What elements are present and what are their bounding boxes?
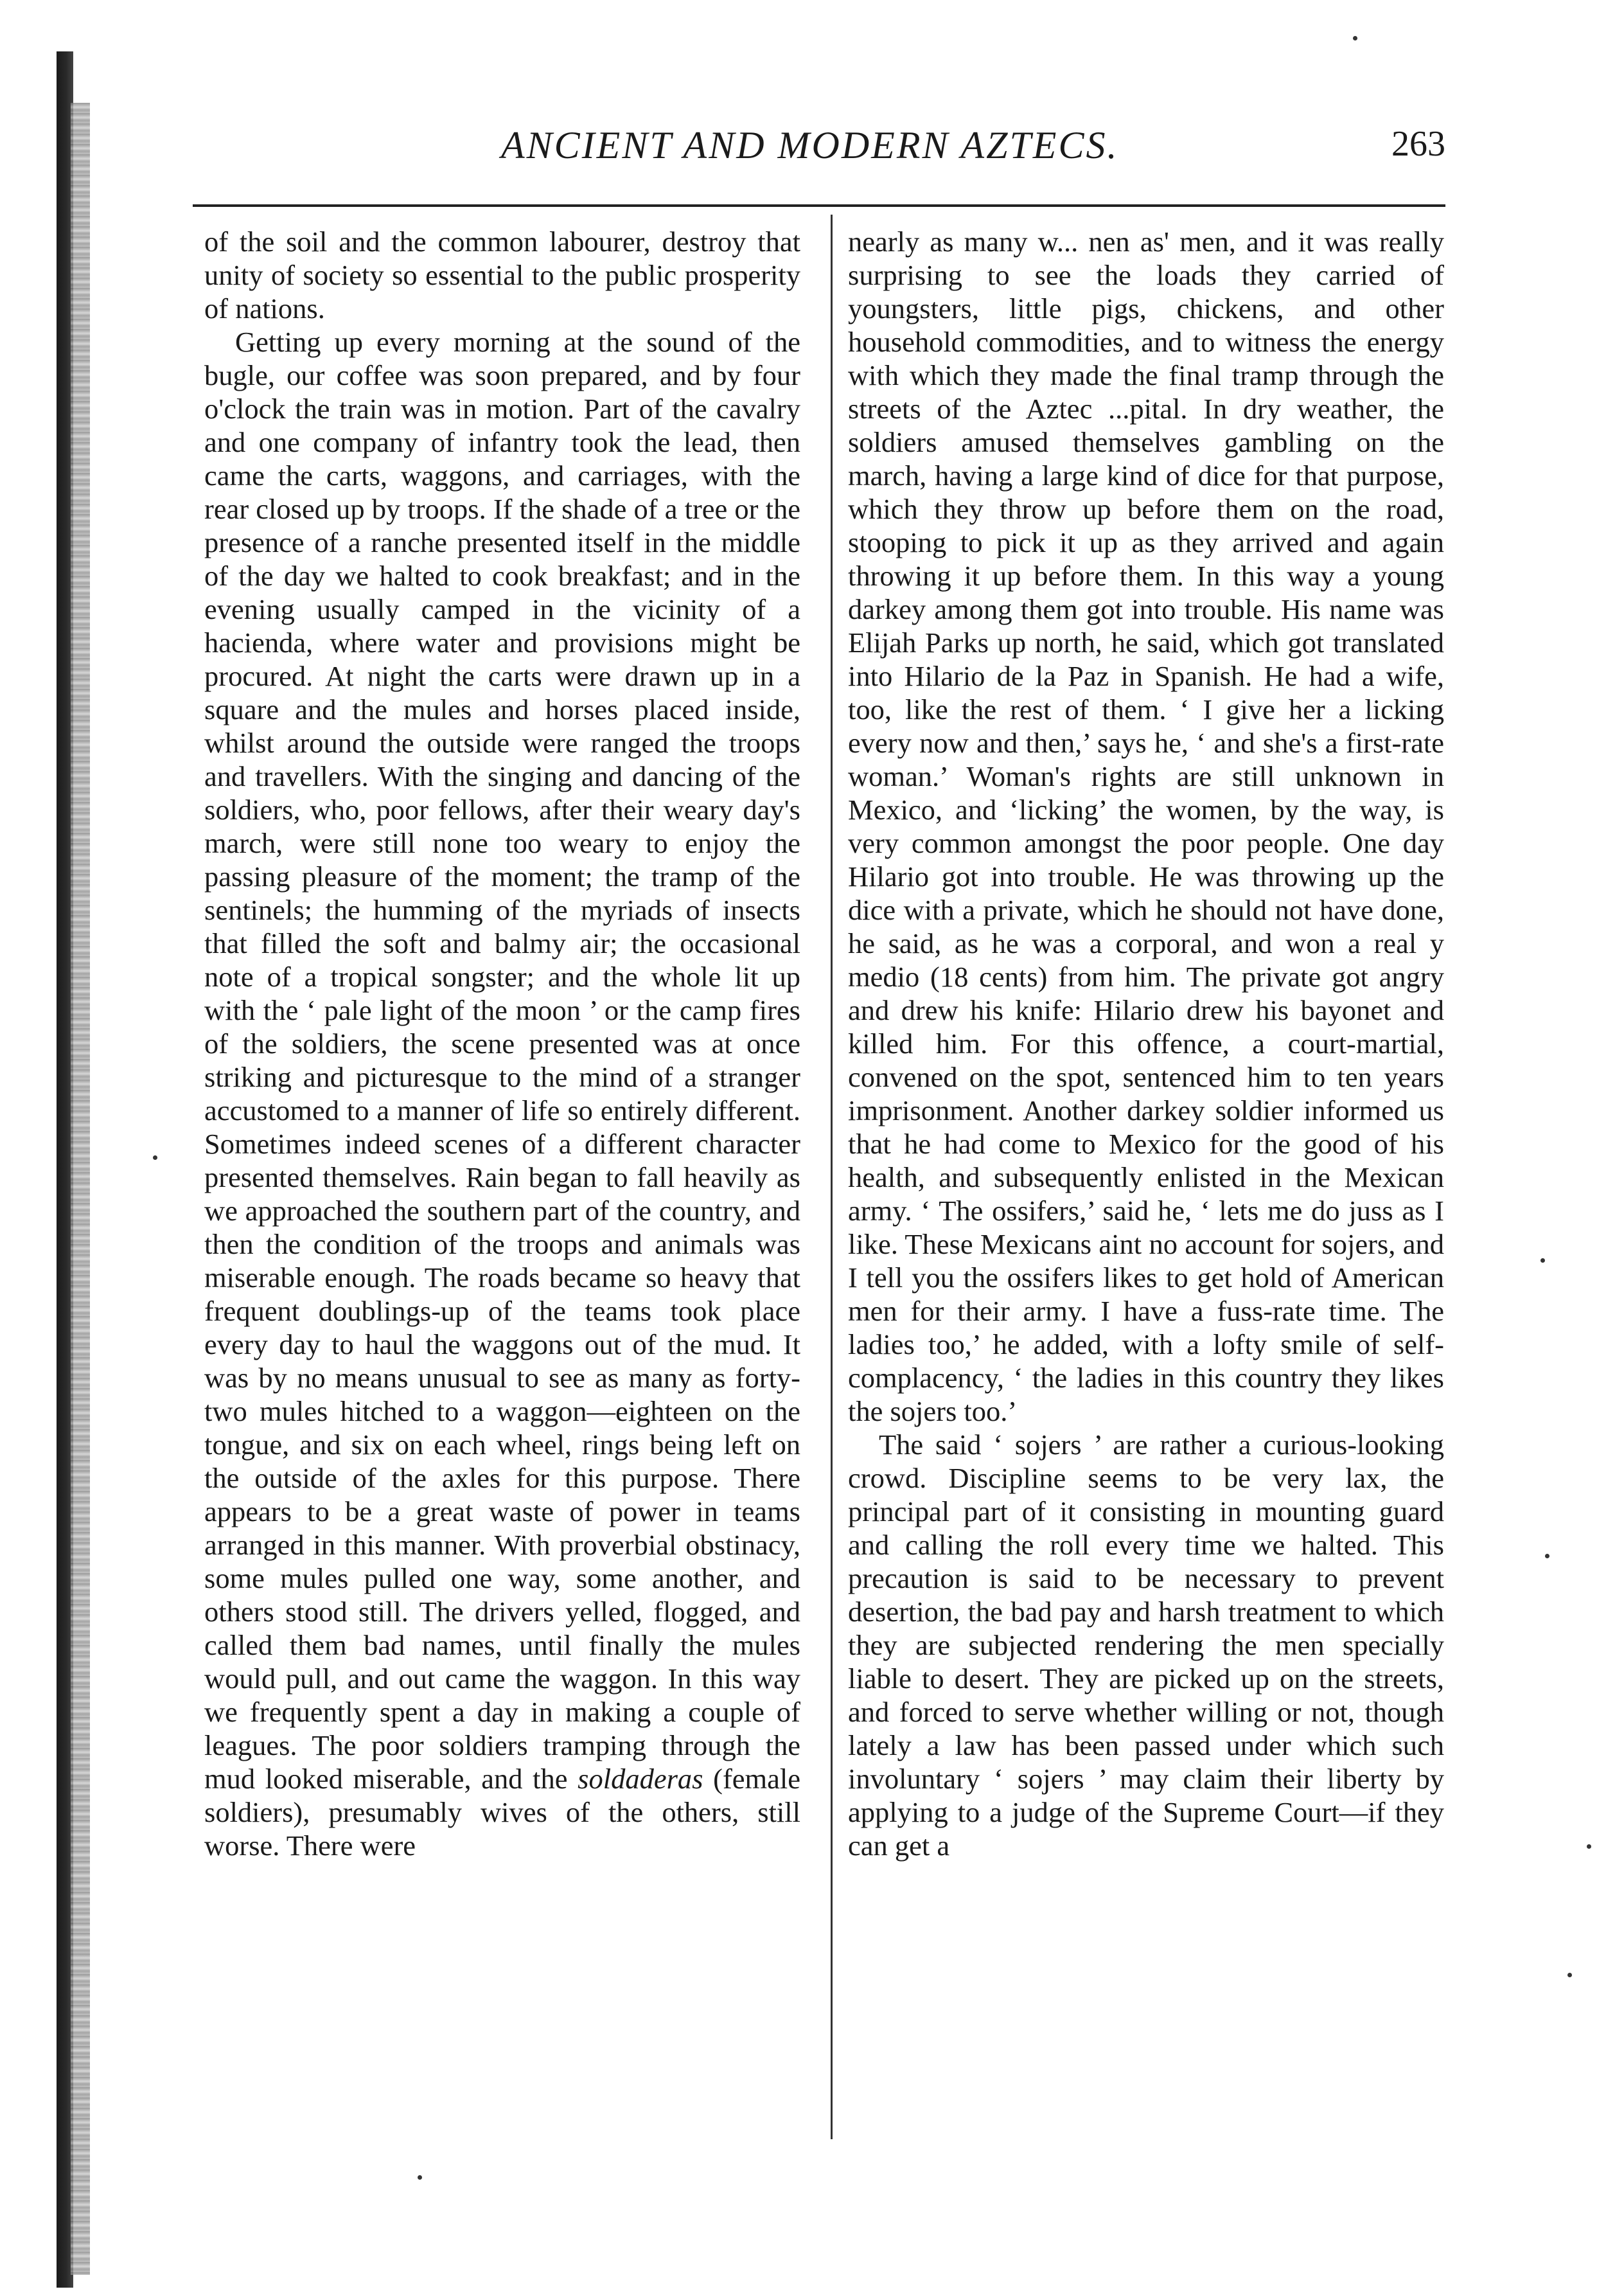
page-number: 263 (1391, 124, 1445, 164)
margin-speck (1567, 1973, 1572, 1977)
margin-speck (1545, 1554, 1549, 1558)
margin-speck (1353, 36, 1357, 40)
left-paragraph-2 (204, 325, 800, 1862)
left-paragraph-2-text: Getting up every morning at the sound of the bugle, our coffee was soon prepared, and by four o'clock the train was in motion. Part of the cavalry and one company of infantry took the lead, then came the carts, waggons, and carriages, with the rear closed up by troops. If the shade of a tree or the presence of a ranche presented itself in the middle of the day we halted to cook breakfast; and in the evening usually camped in the vicinity of a hacienda, where water and provisions might be procured. At night the carts were drawn up in a square and the mules and horses placed inside, whilst around the outside were ranged the troops and travellers. With the singing and dancing of the soldiers, who, poor fellows, after their weary day's march, were still none too weary to enjoy the passing pleasure of the moment; the tramp of the sentinels; the humming of the myriads of insects that filled the soft and balmy air; the occasional note of a tropical songster; and the whole lit up with the ‘ pale light of the moon ’ or the camp fires of the soldiers, the scene presented was at once striking and picturesque to the mind of a stranger accustomed to a manner of life so entirely different. Sometimes indeed scenes of a different character presented themselves. Rain began to fall heavily as we approached the southern part of the country, and then the condition of the troops and animals was miserable enough. The roads became so heavy that frequent doublings-up of the teams took place every day to haul the waggons out of the mud. It was by no means unusual to see as many as forty-two mules hitched to a waggon—eighteen on the tongue, and six on each wheel, rings being left on the outside of the axles for this purpose. There appears to be a great waste of power in teams arranged in this manner. With proverbial obstinacy, some mules pulled one way, some another, and others stood still. The drivers yelled, flogged, and called them bad names, until finally the mules would pull, and out came the waggon. In this way we frequently spent a day in making a couple of leagues. The poor soldiers tramping through the mud looked miserable, and the (204, 326, 800, 1795)
left-paragraph-1: of the soil and the common labourer, destroy that unity of society so essential to the public prosperity of nations. (204, 226, 800, 325)
margin-speck (1540, 1258, 1545, 1263)
left-column (204, 225, 800, 1862)
right-column (848, 225, 1444, 1862)
column-divider (831, 215, 833, 2139)
right-paragraph-2: The said ‘ sojers ’ are rather a curious-looking crowd. Discipline seems to be very lax, the principal part of it consisting in mounting guard and calling the roll every time we halted. This precaution is said to be necessary to prevent desertion, the bad pay and harsh treatment to which they are subjected rendering the men specially liable to desert. They are picked up on the streets, and forced to serve whether willing or not, though lately a law has been passed under which such involuntary ‘ sojers ’ may claim their liberty by applying to a judge of the Supreme Court—if they can get a (848, 1428, 1444, 1862)
margin-bullet-mark (153, 1155, 157, 1160)
left-paragraph-2-tail: (female soldiers), presumably wives of the others, still worse. There were (204, 1763, 800, 1862)
running-title: ANCIENT AND MODERN AZTECS. (501, 124, 1119, 166)
page-header (193, 123, 1445, 181)
header-rule (193, 204, 1445, 207)
margin-speck (1587, 1844, 1591, 1849)
margin-speck (418, 2175, 422, 2180)
soldaderas-term: soldaderas (578, 1763, 703, 1795)
right-paragraph-1: nearly as many w... nen as' men, and it was really surprising to see the loads they carried of youngsters, little pigs, chickens, and other household commodities, and to witness the energy with which they made the final tramp through the streets of the Aztec ...pital. In dry weather, the soldiers amused themselves gambling on the march, having a large kind of dice for that purpose, which they throw up before them on the road, stooping to pick it up as they arrived and again throwing it up before them. In this way a young darkey among them got into trouble. His name was Elijah Parks up north, he said, which got translated into Hilario de la Paz in Spanish. He had a wife, too, like the rest of them. ‘ I give her a licking every now and then,’ says he, ‘ and she's a first-rate woman.’ Woman's rights are still unknown in Mexico, and ‘licking’ the women, by the way, is very common amongst the poor people. One day Hilario got into trouble. He was throwing up the dice with a private, which he should not have done, he said, as he was a corporal, and won a real y medio (18 cents) from him. The private got angry and drew his knife: Hilario drew his bayonet and killed him. For this offence, a court-martial, convened on the spot, sentenced him to ten years imprisonment. Another darkey soldier informed us that he had come to Mexico for the good of his health, and subsequently enlisted in the Mexican army. ‘ The ossifers,’ said he, ‘ lets me do juss as I like. These Mexicans aint no account for sojers, and I tell you the ossifers likes to get hold of American men for their army. I have a fuss-rate time. The ladies too,’ he added, with a lofty smile of self-complacency, ‘ the ladies in this country they likes the sojers too.’ (848, 226, 1444, 1427)
binding-edge-texture (71, 103, 90, 2275)
